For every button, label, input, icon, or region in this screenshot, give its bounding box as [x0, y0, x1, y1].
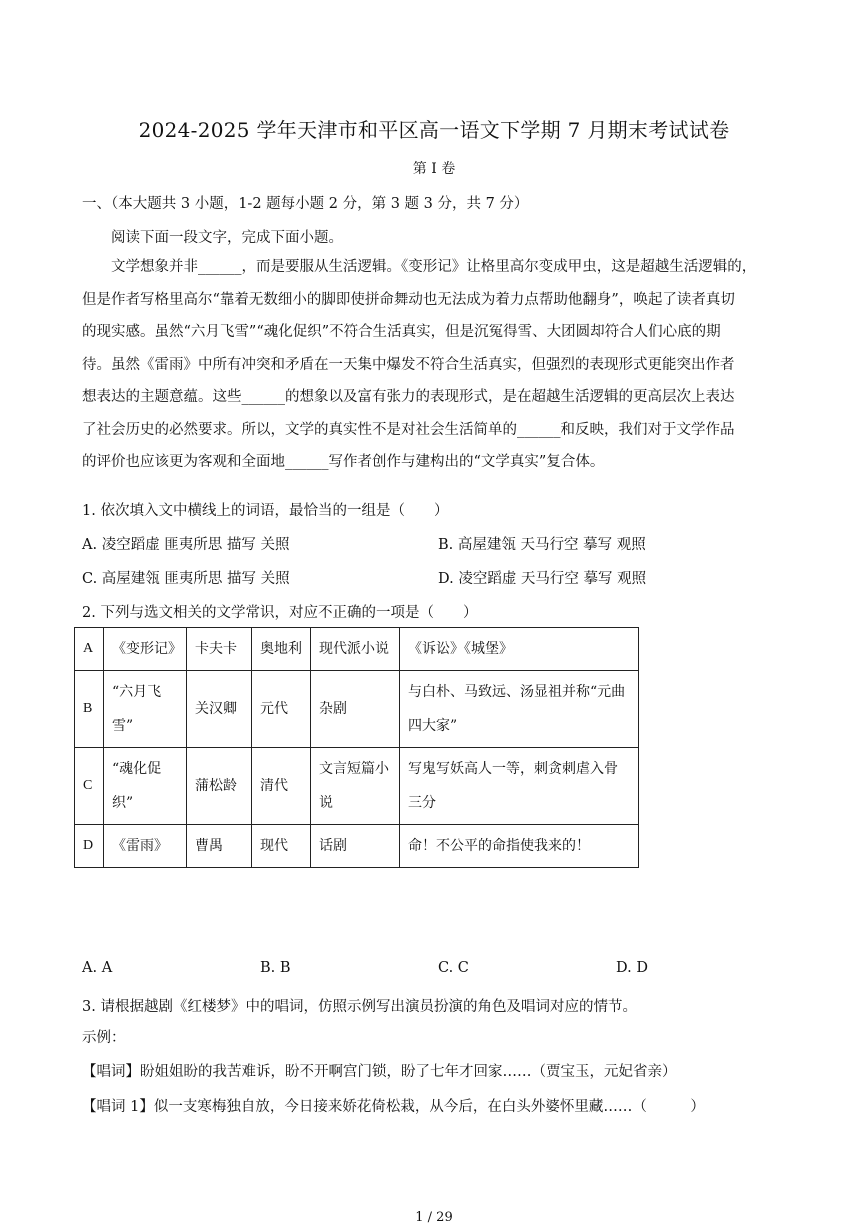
literature-table [74, 627, 639, 868]
q2-answer-c: C. C [438, 960, 469, 976]
reading-instruction: 阅读下面一段文字，完成下面小题。 [111, 230, 343, 246]
table-cell: 蒲松龄 [187, 748, 252, 825]
table-cell: B [75, 671, 104, 748]
passage-line: 待。虽然《雷雨》中所有冲突和矛盾在一天集中爆发不符合生活真实，但强烈的表现形式更能突出作者 [82, 356, 735, 373]
table-cell: 《变形记》 [104, 628, 187, 671]
table-cell: 关汉卿 [187, 671, 252, 748]
table-cell: 杂剧 [311, 671, 400, 748]
table-cell: 现代派小说 [311, 628, 400, 671]
table-cell: 卡夫卡 [187, 628, 252, 671]
q3-stem: 3. 请根据越剧《红楼梦》中的唱词，仿照示例写出演员扮演的角色及唱词对应的情节。 [82, 999, 637, 1015]
q3-example: 【唱词】盼姐姐盼的我苦难诉，盼不开啊宫门锁，盼了七年才回家……（贾宝玉，元妃省亲） [82, 1064, 677, 1080]
passage-line: 了社会历史的必然要求。所以，文学的真实性不是对社会生活简单的______和反映，我们对于文学作品 [82, 421, 735, 438]
table-cell: “魂化促织” [104, 748, 187, 825]
q1-option-b: B. 高屋建瓴 天马行空 摹写 观照 [438, 537, 646, 553]
table-cell: 曹禺 [187, 825, 252, 868]
q3-example-label: 示例： [82, 1030, 126, 1046]
passage-line: 想表达的主题意蕴。这些______的想象以及富有张力的表现形式，是在超越生活逻辑的更高层次上表达 [82, 389, 735, 405]
q2-answer-d: D. D [616, 960, 648, 976]
q2-stem: 2. 下列与选文相关的文学常识，对应不正确的一项是（ ） [82, 605, 478, 621]
table-cell: 元代 [252, 671, 311, 748]
page-number: 1 / 29 [415, 1210, 453, 1225]
q2-answer-a: A. A [82, 960, 113, 976]
table-row [75, 748, 639, 825]
table-cell: 现代 [252, 825, 311, 868]
table-cell: A [75, 628, 104, 671]
table-row [75, 825, 639, 868]
table-cell: 清代 [252, 748, 311, 825]
q2-answer-b: B. B [260, 960, 291, 976]
exam-title: 2024-2025 学年天津市和平区高一语文下学期 7 月期末考试试卷 [138, 118, 730, 142]
table-cell: 奥地利 [252, 628, 311, 671]
section-heading: 一、（本大题共 3 小题，1-2 题每小题 2 分，第 3 题 3 分，共 7 分） [82, 196, 529, 212]
table-row [75, 671, 639, 748]
table-cell: 文言短篇小说 [311, 748, 400, 825]
passage-line: 文学想象并非______，而是要服从生活逻辑。《变形记》让格里高尔变成甲虫，这是超越生活逻辑的， [111, 259, 757, 275]
passage-line: 的现实感。虽然“六月飞雪”“魂化促织”不符合生活真实，但是沉冤得雪、大团圆却符合人们心底的期 [82, 324, 721, 340]
q1-option-d: D. 凌空蹈虚 天马行空 摹写 观照 [438, 571, 647, 587]
q1-stem: 1. 依次填入文中横线上的词语，最恰当的一组是（ ） [82, 503, 449, 519]
q1-option-a: A. 凌空蹈虚 匪夷所思 描写 关照 [82, 537, 290, 553]
q3-lyric-1: 【唱词 1】似一支寒梅独自放，今日接来娇花倚松栽，从今后，在白头外婆怀里藏……（ ） [82, 1099, 705, 1115]
reading-passage [82, 251, 787, 479]
table-cell: C [75, 748, 104, 825]
table-cell: “六月飞雪” [104, 671, 187, 748]
table-cell: D [75, 825, 104, 868]
table-cell: 命！不公平的命指使我来的！ [400, 825, 639, 868]
table-cell: 《诉讼》《城堡》 [400, 628, 639, 671]
table-row [75, 628, 639, 671]
table-cell: 与白朴、马致远、汤显祖并称“元曲四大家” [400, 671, 639, 748]
q1-option-c: C. 高屋建瓴 匪夷所思 描写 关照 [82, 571, 290, 587]
table-cell: 写鬼写妖高人一等，刺贪刺虐入骨三分 [400, 748, 639, 825]
table-cell: 《雷雨》 [104, 825, 187, 868]
volume-label: 第 I 卷 [412, 161, 456, 177]
passage-line: 的评价也应该更为客观和全面地______写作者创作与建构出的“文学真实”复合体。 [82, 454, 605, 470]
passage-line: 但是作者写格里高尔“靠着无数细小的脚即使拼命舞动也无法成为着力点帮助他翻身”，唤起了读者真切 [82, 291, 735, 308]
table-cell: 话剧 [311, 825, 400, 868]
